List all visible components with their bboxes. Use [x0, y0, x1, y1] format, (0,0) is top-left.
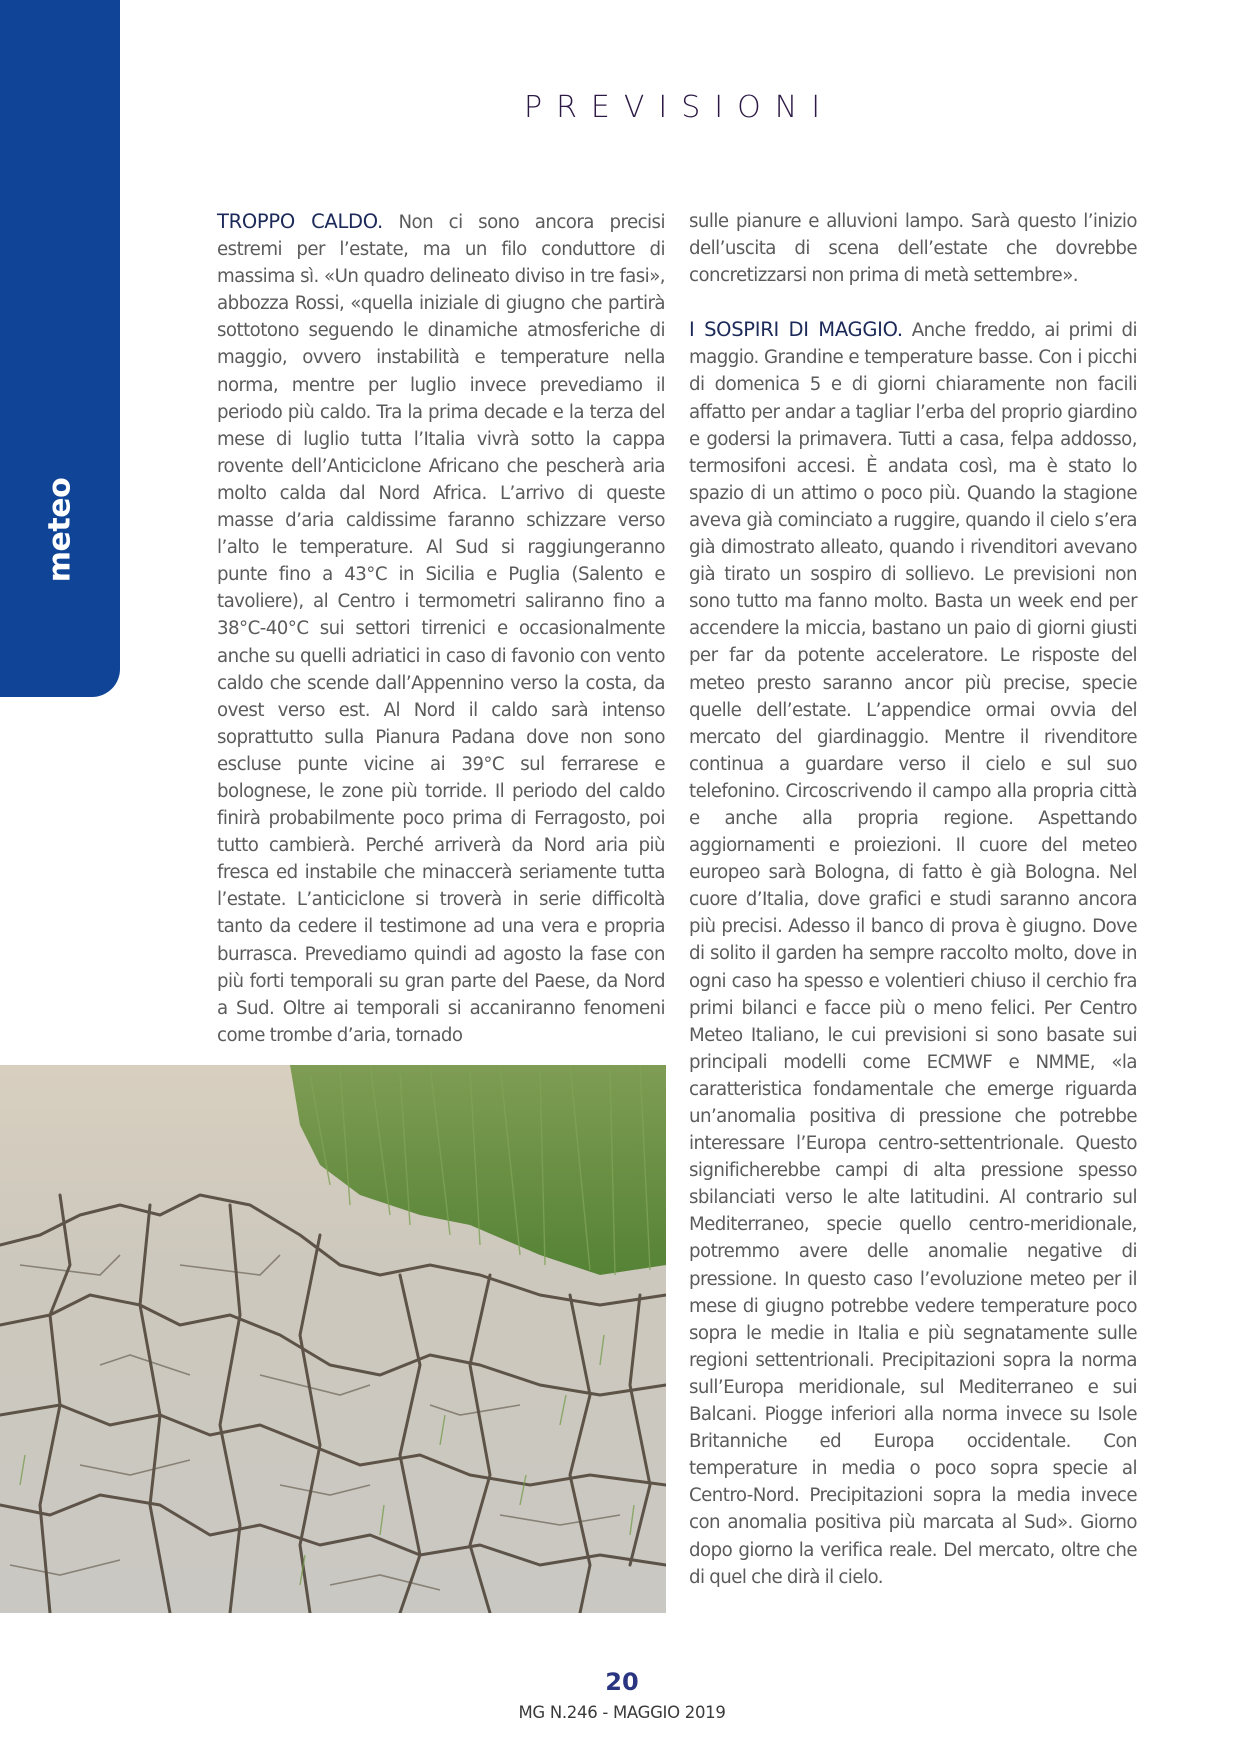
paragraph-sospiri-di-maggio: [689, 316, 1137, 1590]
paragraph-troppo-caldo: [217, 208, 665, 1049]
dry-soil-illustration: [0, 1065, 666, 1613]
article-column-right: [689, 208, 1137, 1591]
section-side-tab: [0, 0, 120, 697]
paragraph-body: Non ci sono ancora precisi estremi per l’estate, ma un filo conduttore di massima sì. «Un quadro delineato diviso in tre fasi», abbozza Rossi, «quella iniziale di giugno che partirà sottotono seguendo le dinamiche atmosferiche di maggio, ovvero instabilità e temperature nella norma, mentre per luglio invece prevediamo il periodo più caldo. Tra la prima decade e la terza del mese di luglio tutta l’Italia vivrà sotto la cappa rovente dell’Anticiclone Africano che pescherà aria molto calda dal Nord Africa. L’arrivo di queste masse d’aria caldissime faranno schizzare verso l’alto le temperature. Al Sud si raggiungeranno punte fino a 43°C in Sicilia e Puglia (Salento e tavoliere), al Centro i termometri saliranno fino a 38°C-40°C sui settori tirrenici e occasionalmente anche su quelli adriatici in caso di favonio con vento caldo che scende dall’Appennino verso la costa, da ovest verso est. Al Nord il caldo sarà intenso soprattutto sulla Pianura Padana dove non sono escluse punte vicine ai 39°C sul ferrarese e bolognese, le zone più torride. Il periodo del caldo finirà probabilmente poco prima di Ferragosto, poi tutto cambierà. Perché arriverà da Nord aria più fresca ed instabile che minaccerà seriamente tutta l’estate. L’anticiclone si troverà in serie difficoltà tanto da cedere il testimone ad una vera e propria burrasca. Prevediamo quindi ad agosto la fase con più forti temporali su gran parte del Paese, da Nord a Sud. Oltre ai temporali si accaniranno fenomeni come trombe d’aria, tornado: [217, 212, 665, 1046]
section-label: meteo: [42, 477, 78, 583]
page-number: 20: [605, 1668, 639, 1696]
paragraph-heading: I SOSPIRI DI MAGGIO.: [689, 318, 903, 342]
paragraph-continuation: [689, 208, 1137, 289]
paragraph-heading: TROPPO CALDO.: [217, 210, 383, 233]
article-column-left: [217, 208, 665, 1049]
issue-info: MG N.246 - MAGGIO 2019: [518, 1703, 726, 1722]
paragraph-body: Anche freddo, ai primi di maggio. Grandine e temperature basse. Con i picchi di domenica 5 e di giorni chiaramente non facili affatto per andar a tagliar l’erba del proprio giardino e godersi la primavera. Tutti a casa, felpa addosso, termosifoni accesi. È andata così, ma è stato lo spazio di un attimo o poco più. Quando la stagione aveva già cominciato a ruggire, quando il cielo s’era già dimostrato alleato, quando i rivenditori avevano già tirato un sospiro di sollievo. Le previsioni non sono tutto ma fanno molto. Basta un week end per accendere la miccia, bastano un paio di giorni giusti per far da potente acceleratore. Le risposte del meteo presto saranno ancor più precise, specie quelle dell’estate. L’appendice ormai ovvia del mercato del giardinaggio. Mentre il rivenditore continua a guardare verso il cielo e sul suo telefonino. Circoscrivendo il campo alla propria città e anche alla propria regione. Aspettando aggiornamenti e proiezioni. Il cuore del meteo europeo sarà Bologna, di fatto è già Bologna. Nel cuore d’Italia, dove grafici e studi saranno ancora più precisi. Adesso il banco di prova è giugno. Dove di solito il garden ha sempre raccolto molto, dove in ogni caso ha spesso e volentieri chiuso il cerchio fra primi bilanci e facce più o meno felici. Per Centro Meteo Italiano, le cui previsioni si sono basate sui principali modelli come ECMWF e NMME, «la caratteristica fondamentale che emerge riguarda un’anomalia positiva di pressione che potrebbe interessare l’Europa centro-settentrionale. Questo significherebbe campi di alta pressione spesso sbilanciati verso le alte latitudini. Al contrario sul Mediterraneo, specie quello centro-meridionale, potremmo avere delle anomalie negative di pressione. In questo caso l’evoluzione meteo per il mese di giugno potrebbe vedere temperature poco sopra le medie in Italia e più segnatamente sulle regioni settentrionali. Precipitazioni sopra la norma sull’Europa meridionale, sul Mediterraneo e sui Balcani. Piogge inferiori alla norma invece su Isole Britanniche ed Europa occidentale. Con temperature in media o poco sopra specie al Centro-Nord. Precipitazioni sopra la media invece con anomalia positiva più marcata al Sud». Giorno dopo giorno la verifica reale. Del mercato, oltre che di quel che dirà il cielo.: [689, 320, 1137, 1588]
page-title: PREVISIONI: [524, 90, 835, 125]
paragraph-body: sulle pianure e alluvioni lampo. Sarà questo l’inizio dell’uscita di scena dell’estate che dovrebbe concretizzarsi non prima di metà settembre».: [689, 211, 1137, 287]
photo-cracked-dry-soil: [0, 1065, 666, 1613]
